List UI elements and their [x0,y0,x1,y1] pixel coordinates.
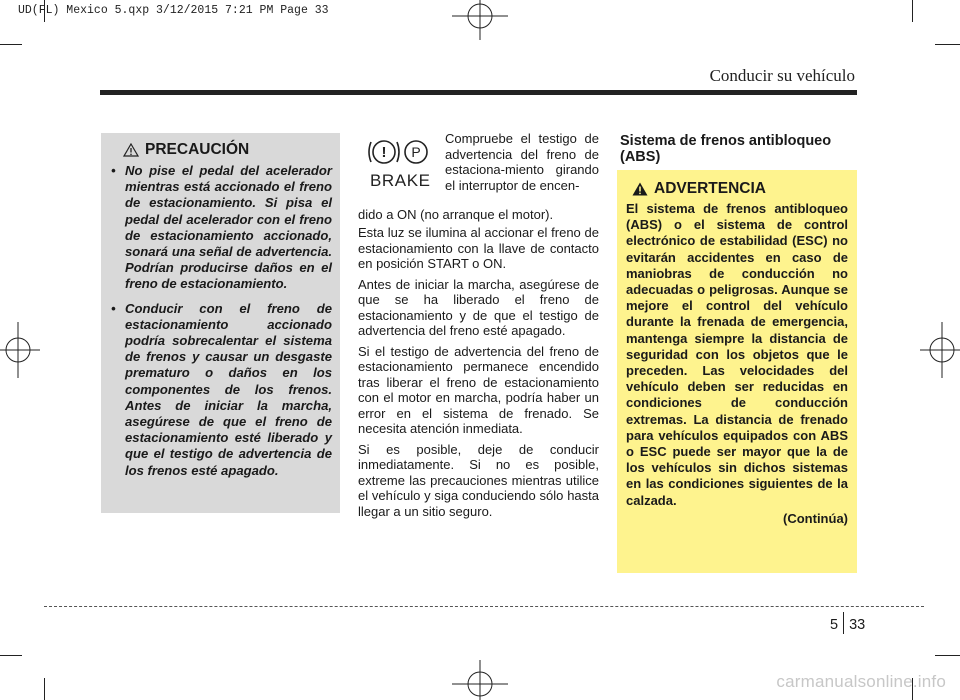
crop-mark [912,0,913,22]
registration-target-icon [452,0,508,40]
registration-target-icon [0,322,40,378]
brake-check-intro-end: dido a ON (no arranque el motor). [358,207,554,222]
registration-target-icon [920,322,960,378]
warning-text: El sistema de frenos antibloqueo (ABS) o el sistema de control electrónico de estabilidad (ESC) no evitarán accidentes en caso de maniobras de conducción no adecuadas o peligrosas. Aunque se mejore el control del vehículo durante la frenada de emergencia, mantenga siempre la distancia de seguridad con los objetos que le preceden. Las velocidades del vehículo deben ser reducidas en condiciones de conducción extremas. La distancia de frenado para vehículos equipados con ABS o ESC puede ser mayor que la de los vehículos sin dichos sistemas en las condiciones siguientes de la calzada. [626,201,848,508]
crop-mark [44,678,45,700]
crop-mark [0,655,22,656]
caution-list [111,163,332,479]
crop-mark [935,44,960,45]
middle-paragraphs [358,225,599,524]
crop-mark [935,655,960,656]
paragraph: Si es posible, deje de conducir inmediatamente. Si no es posible, extreme las precauciones mientras utilice el vehículo y siga conduciendo sólo hasta llegar a un sitio seguro. [358,441,599,519]
caution-header [123,141,332,159]
brake-label: BRAKE [370,171,430,190]
page-number-separator [843,612,844,634]
chapter-number: 5 [830,616,839,633]
warning-triangle-outline-icon [123,143,139,157]
footer-divider [44,606,924,607]
crop-mark [0,44,22,45]
abs-section-title: Sistema de frenos antibloqueo (ABS) [620,133,832,165]
warning-title: ADVERTENCIA [654,180,766,197]
caution-item-text: No pise el pedal del acelerador mientras está accionado el freno de estacionamiento. Si pisa el pedal del acelerador con el freno de estacionamiento accionado, sonará una señal de advertencia. Podrían producirse daños en el freno de estacionamiento. [125,163,332,292]
continued-label: (Continúa) [783,510,848,526]
brake-check-intro: Compruebe el testigo de advertencia del freno de estaciona-miento girando el interruptor de encen- [445,131,599,193]
list-item: • Conducir con el freno de estacionamiento accionado podría sobrecalentar el sistema de frenos y causar un desgaste prematuro o daños en los componentes de los frenos. Antes de iniciar la marcha, asegúrese de que el freno de estacionamiento esté liberado y que el testigo de advertencia de los frenos esté apagado. [111,300,332,478]
caution-box [101,133,340,513]
page-number [830,614,865,636]
paragraph: Si el testigo de advertencia del freno de estacionamiento permanece encendido tras liberar el freno de estacionamiento con el motor en marcha, podría haber un error en el sistema de frenado. Se necesita atención inmediata. [358,343,599,436]
file-header: UD(FL) Mexico 5.qxp 3/12/2015 7:21 PM Page 33 [18,4,329,17]
header-rule-thin [100,94,857,95]
warning-box [617,170,857,573]
paragraph: Antes de iniciar la marcha, asegúrese de que se ha liberado el freno de estacionamiento y de que el testigo de advertencia del freno esté apagado. [358,276,599,338]
section-title: Conducir su vehículo [709,66,855,85]
registration-target-icon [452,660,508,700]
warning-triangle-filled-icon [632,182,648,196]
paragraph: Esta luz se ilumina al accionar el freno de estacionamiento con la llave de contacto en posición START o ON. [358,225,599,271]
brake-symbol-right: P [411,144,421,160]
brake-symbol-left: ! [381,144,387,161]
watermark: carmanualsonline.info [776,672,946,691]
brake-warning-icon [367,136,433,192]
page-number-value: 33 [849,616,866,633]
caution-title: PRECAUCIÓN [145,141,250,158]
list-item: • No pise el pedal del acelerador mientras está accionado el freno de estacionamiento. Si pisa el pedal del acelerador con el freno de estacionamiento accionado, sonará una señal de advertencia. Podrían producirse daños en el freno de estacionamiento. [111,163,332,292]
caution-item-text: Conducir con el freno de estacionamiento accionado podría sobrecalentar el sistema de frenos y causar un desgaste prematuro o daños en los componentes de los frenos. Antes de iniciar la marcha, asegúrese de que el freno de estacionamiento esté liberado y que el testigo de advertencia de los frenos esté apagado. [125,300,332,478]
warning-header [632,180,848,198]
